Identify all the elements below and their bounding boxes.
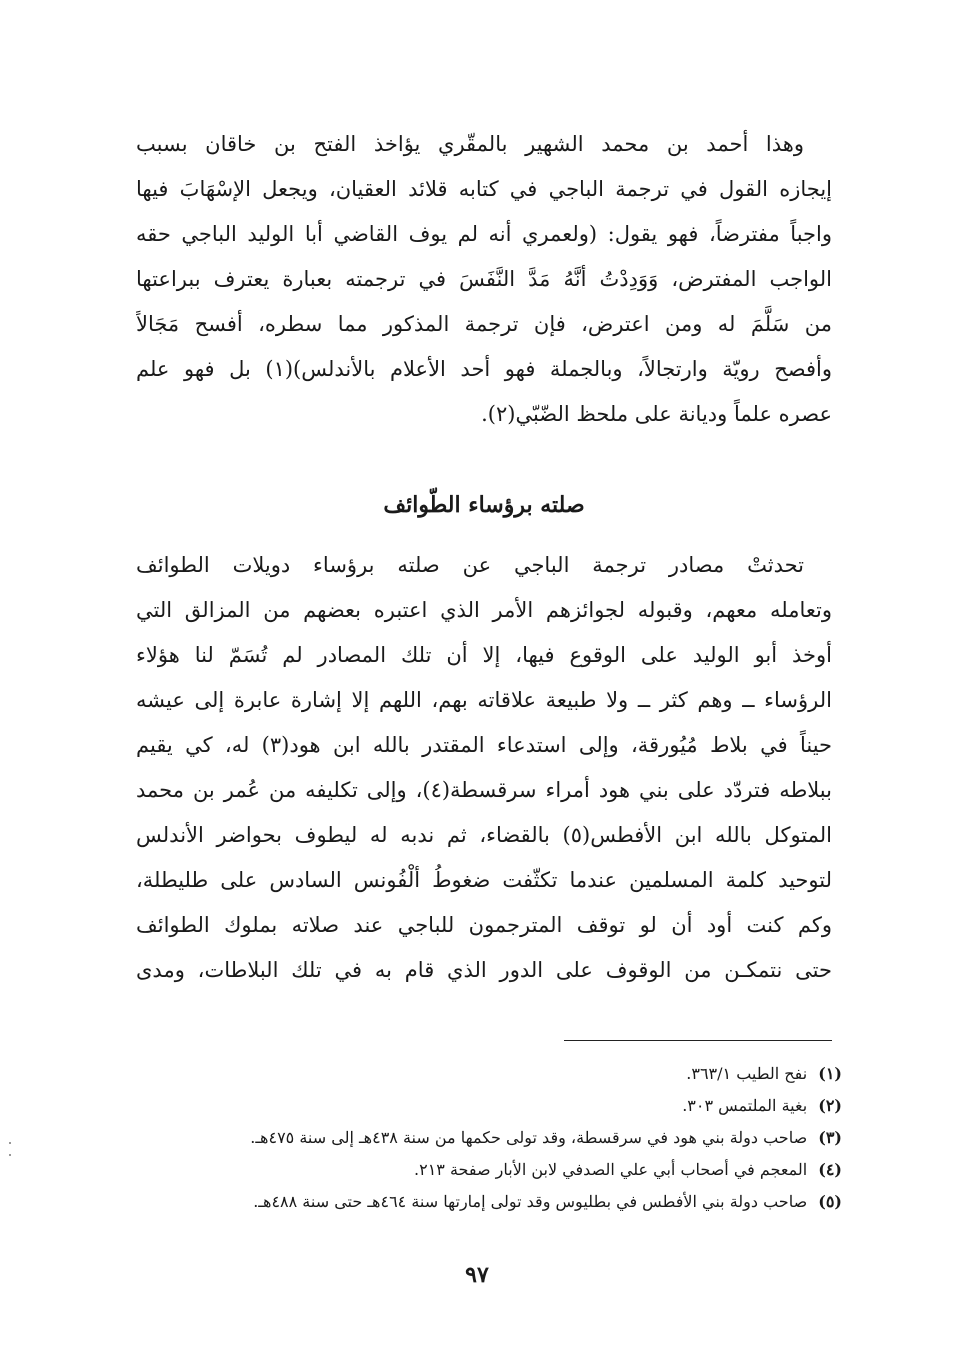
text-line: وتعامله معهم، وقبوله لجوائزهم الأمر الذي اعتبره بعضهم من المزالق التي <box>136 598 832 622</box>
footnote-number: (١) <box>818 1064 842 1083</box>
text-line: وكم كنت أود أن لو توقف المترجمون للباجي عند صلاته بملوك الطوائف <box>136 913 832 937</box>
footnote-text: صاحب دولة بني هود في سرقسطة، وقد تولى حكمها من سنة ٤٣٨هـ إلى سنة ٤٧٥هـ. <box>250 1128 808 1147</box>
footnote-item <box>136 1090 842 1122</box>
text-line: من سَلَّمَ له ومن اعترض، فإن ترجمة المذكور مما سطره، أفسح مَجَالاً <box>136 312 832 336</box>
text-line: إيجازه القول في ترجمة الباجي في كتابه قلائد العقيان، ويجعل الإسْهَابَ فيها <box>136 177 832 201</box>
footnote-text: نفح الطيب ٣٦٣/١. <box>686 1064 808 1083</box>
footnote-number: (٥) <box>818 1192 842 1211</box>
footnote-separator <box>564 1040 832 1041</box>
paragraph-1 <box>136 122 832 437</box>
text-line: الرؤساء ــ وهم كثر ــ ولا طبيعة علاقاته بهم، اللهم إلا إشارة عابرة إلى عيشه <box>136 688 832 712</box>
footnote-item <box>136 1186 842 1218</box>
footnotes <box>136 1058 842 1218</box>
text-line: ببلاطه فتردّد على بني هود أمراء سرقسطة(٤)، وإلى تكليفه من عُمر بن محمد <box>136 778 832 802</box>
text-line: حيناً في بلاط مُيُورقة، وإلى استدعاء المقتدر بالله ابن هود(٣) له، كي يقيم <box>136 733 832 757</box>
text-line: لتوحيد كلمة المسلمين عندما تكثّفت ضغوطُ ألْفُونس السادس على طليطلة، <box>136 868 832 892</box>
footnote-number: (٤) <box>818 1160 842 1179</box>
text-line: الواجب المفترض، وَوَدِدْتُ أنَّهُ مَدَّ النَّفَسَ في ترجمته بعبارة يعترف ببراعتها <box>136 267 832 291</box>
text-line: حتى نتمكـن من الوقوف على الدور الذي قام به في تلك البلاطات، ومدى <box>136 958 832 982</box>
footnote-number: (٢) <box>818 1096 842 1115</box>
section-heading: صلته برؤساء الطّوائف <box>383 492 585 518</box>
text-line: وأفصح رويّة وارتجالاً، وبالجملة فهو أحد الأعلام بالأندلس)(١) بل فهو علم <box>136 357 832 381</box>
text-line: عصره علماً وديانة على ملحظ الضّبّي(٢). <box>481 402 832 426</box>
footnote-text: صاحب دولة بني الأفطس في بطليوس وقد تولى إمارتها سنة ٤٦٤هـ حتى سنة ٤٨٨هـ. <box>253 1192 808 1211</box>
footnote-text: المعجم في أصحاب أبي علي الصدفي لابن الأبار صفحة ٢١٣. <box>414 1160 808 1179</box>
footnote-number: (٣) <box>818 1128 842 1147</box>
text-line: المتوكل بالله ابن الأفطس(٥) بالقضاء، ثم ندبه له ليطوف بحواضر الأندلس <box>136 823 832 847</box>
footnote-text: بغية الملتمس ٣٠٣. <box>682 1096 808 1115</box>
text-line: أوخذ أبو الوليد على الوقوع فيها، إلا أن تلك المصادر لم تُسَمّ لنا هؤلاء <box>136 643 832 667</box>
text-line: وهذا أحمد بن محمد الشهير بالمقّري يؤاخذ الفتح بن خاقان بسبب <box>136 132 804 156</box>
footnote-item <box>136 1058 842 1090</box>
page-number: ٩٧ <box>465 1262 489 1288</box>
paragraph-2 <box>136 543 832 993</box>
footnote-item <box>136 1122 842 1154</box>
text-line: تحدثتْ مصادر ترجمة الباجي عن صلته برؤساء دويلات الطوائف <box>136 553 804 577</box>
scan-speck <box>9 1154 11 1156</box>
footnote-item <box>136 1154 842 1186</box>
scan-speck <box>9 1142 11 1144</box>
text-line: واجباً مفترضاً، فهو يقول: (ولعمري أنه لم يوف القاضي أبا الوليد الباجي حقه <box>136 222 832 246</box>
